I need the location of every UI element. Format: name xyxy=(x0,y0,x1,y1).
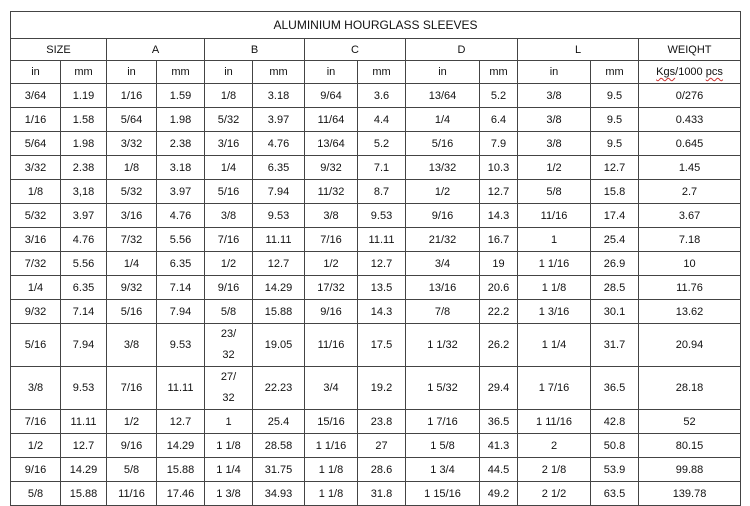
table-row xyxy=(11,132,741,156)
cell-c-mm: 14.3 xyxy=(358,300,406,324)
cell-d-in: 1 15/16 xyxy=(406,482,480,506)
cell-l-mm: 25.4 xyxy=(591,228,639,252)
weight-unit-kgs: Kgs xyxy=(656,66,676,78)
cell-c-mm: 27 xyxy=(358,434,406,458)
cell-c-in: 13/64 xyxy=(305,132,358,156)
cell-a-in: 9/16 xyxy=(107,434,157,458)
cell-b-mm: 3.97 xyxy=(253,108,305,132)
cell-size-mm: 4.76 xyxy=(61,228,107,252)
cell-size-mm: 1.98 xyxy=(61,132,107,156)
cell-b-mm: 6.35 xyxy=(253,156,305,180)
cell-b-in: 7/16 xyxy=(205,228,253,252)
cell-l-in: 1/2 xyxy=(518,156,591,180)
cell-a-in: 5/8 xyxy=(107,458,157,482)
cell-size-mm: 3.97 xyxy=(61,204,107,228)
unit-d-mm: mm xyxy=(480,61,518,84)
cell-b-in-wrapped: 27/32 xyxy=(220,371,237,404)
cell-d-in: 1 3/4 xyxy=(406,458,480,482)
unit-c-mm: mm xyxy=(358,61,406,84)
cell-a-mm: 9.53 xyxy=(157,324,205,367)
cell-weight: 28.18 xyxy=(639,367,741,410)
cell-c-in: 1/2 xyxy=(305,252,358,276)
cell-d-in: 9/16 xyxy=(406,204,480,228)
cell-c-mm: 8.7 xyxy=(358,180,406,204)
cell-b-mm: 34.93 xyxy=(253,482,305,506)
cell-d-in: 1/2 xyxy=(406,180,480,204)
cell-a-in: 3/16 xyxy=(107,204,157,228)
table-row xyxy=(11,458,741,482)
header-l: L xyxy=(518,39,639,61)
cell-l-in: 1 1/4 xyxy=(518,324,591,367)
cell-l-in: 3/8 xyxy=(518,108,591,132)
cell-l-mm: 53.9 xyxy=(591,458,639,482)
cell-c-in: 9/16 xyxy=(305,300,358,324)
cell-a-mm: 3.18 xyxy=(157,156,205,180)
cell-c-in: 3/4 xyxy=(305,367,358,410)
cell-size-in: 3/8 xyxy=(11,367,61,410)
cell-b-in xyxy=(205,324,253,367)
sleeves-table xyxy=(10,11,741,506)
cell-b-in: 3/8 xyxy=(205,204,253,228)
cell-l-mm: 9.5 xyxy=(591,84,639,108)
cell-b-mm: 4.76 xyxy=(253,132,305,156)
cell-b-in: 5/8 xyxy=(205,300,253,324)
cell-l-mm: 17.4 xyxy=(591,204,639,228)
cell-d-mm: 20.6 xyxy=(480,276,518,300)
cell-d-in: 13/64 xyxy=(406,84,480,108)
cell-weight: 2.7 xyxy=(639,180,741,204)
cell-b-mm: 3.18 xyxy=(253,84,305,108)
title-row xyxy=(11,12,741,39)
cell-l-mm: 63.5 xyxy=(591,482,639,506)
cell-a-mm: 7.94 xyxy=(157,300,205,324)
cell-c-in: 3/8 xyxy=(305,204,358,228)
cell-c-in: 9/32 xyxy=(305,156,358,180)
cell-b-in: 5/32 xyxy=(205,108,253,132)
cell-b-in: 1 1/4 xyxy=(205,458,253,482)
cell-d-mm: 49.2 xyxy=(480,482,518,506)
cell-a-in: 1/16 xyxy=(107,84,157,108)
cell-c-in: 1 1/16 xyxy=(305,434,358,458)
cell-size-mm: 14.29 xyxy=(61,458,107,482)
cell-l-mm: 9.5 xyxy=(591,108,639,132)
cell-d-mm: 26.2 xyxy=(480,324,518,367)
cell-d-mm: 16.7 xyxy=(480,228,518,252)
cell-size-mm: 5.56 xyxy=(61,252,107,276)
cell-c-in: 11/32 xyxy=(305,180,358,204)
cell-b-in: 1/2 xyxy=(205,252,253,276)
table-row xyxy=(11,410,741,434)
cell-b-mm: 19.05 xyxy=(253,324,305,367)
group-header-row xyxy=(11,39,741,61)
cell-l-in: 3/8 xyxy=(518,84,591,108)
cell-b-mm: 25.4 xyxy=(253,410,305,434)
table-row xyxy=(11,324,741,367)
cell-l-in: 5/8 xyxy=(518,180,591,204)
cell-size-in: 1/4 xyxy=(11,276,61,300)
cell-c-mm: 31.8 xyxy=(358,482,406,506)
cell-size-in: 5/8 xyxy=(11,482,61,506)
cell-d-mm: 41.3 xyxy=(480,434,518,458)
cell-weight: 7.18 xyxy=(639,228,741,252)
cell-c-mm: 4.4 xyxy=(358,108,406,132)
cell-a-mm: 15.88 xyxy=(157,458,205,482)
table-row xyxy=(11,276,741,300)
cell-a-in: 5/32 xyxy=(107,180,157,204)
cell-size-mm: 7.94 xyxy=(61,324,107,367)
cell-l-in: 3/8 xyxy=(518,132,591,156)
cell-l-mm: 30.1 xyxy=(591,300,639,324)
cell-a-in: 5/16 xyxy=(107,300,157,324)
cell-a-in: 1/2 xyxy=(107,410,157,434)
cell-b-in: 3/16 xyxy=(205,132,253,156)
cell-c-in: 1 1/8 xyxy=(305,482,358,506)
cell-weight: 10 xyxy=(639,252,741,276)
cell-d-mm: 7.9 xyxy=(480,132,518,156)
cell-c-in: 11/16 xyxy=(305,324,358,367)
cell-c-mm: 7.1 xyxy=(358,156,406,180)
cell-d-in: 1 5/32 xyxy=(406,367,480,410)
cell-a-in: 3/8 xyxy=(107,324,157,367)
cell-size-in: 5/32 xyxy=(11,204,61,228)
cell-d-mm: 29.4 xyxy=(480,367,518,410)
cell-l-in: 1 11/16 xyxy=(518,410,591,434)
cell-c-mm: 28.6 xyxy=(358,458,406,482)
cell-l-in: 1 1/8 xyxy=(518,276,591,300)
cell-a-mm: 1.98 xyxy=(157,108,205,132)
cell-b-in xyxy=(205,367,253,410)
cell-a-in: 9/32 xyxy=(107,276,157,300)
cell-l-mm: 42.8 xyxy=(591,410,639,434)
cell-a-in: 1/8 xyxy=(107,156,157,180)
cell-weight: 3.67 xyxy=(639,204,741,228)
cell-c-mm: 12.7 xyxy=(358,252,406,276)
table-row xyxy=(11,84,741,108)
cell-b-in: 1/8 xyxy=(205,84,253,108)
cell-c-mm: 3.6 xyxy=(358,84,406,108)
table-row xyxy=(11,204,741,228)
cell-b-mm: 14.29 xyxy=(253,276,305,300)
cell-a-mm: 2.38 xyxy=(157,132,205,156)
cell-size-in: 3/64 xyxy=(11,84,61,108)
cell-d-in: 1/4 xyxy=(406,108,480,132)
cell-l-mm: 26.9 xyxy=(591,252,639,276)
cell-l-in: 2 1/2 xyxy=(518,482,591,506)
cell-size-mm: 12.7 xyxy=(61,434,107,458)
table-row xyxy=(11,252,741,276)
table-row xyxy=(11,367,741,410)
table-row xyxy=(11,228,741,252)
cell-b-in: 5/16 xyxy=(205,180,253,204)
cell-a-in: 1/4 xyxy=(107,252,157,276)
cell-b-in: 1 3/8 xyxy=(205,482,253,506)
cell-b-mm: 7.94 xyxy=(253,180,305,204)
cell-c-in: 11/64 xyxy=(305,108,358,132)
cell-a-in: 7/32 xyxy=(107,228,157,252)
unit-b-mm: mm xyxy=(253,61,305,84)
cell-size-mm: 15.88 xyxy=(61,482,107,506)
cell-l-in: 11/16 xyxy=(518,204,591,228)
cell-d-mm: 19 xyxy=(480,252,518,276)
table-row xyxy=(11,180,741,204)
header-a: A xyxy=(107,39,205,61)
unit-weight xyxy=(639,61,741,84)
cell-size-mm: 7.14 xyxy=(61,300,107,324)
cell-c-mm: 19.2 xyxy=(358,367,406,410)
table-row xyxy=(11,300,741,324)
cell-l-mm: 28.5 xyxy=(591,276,639,300)
cell-d-in: 13/16 xyxy=(406,276,480,300)
cell-size-in: 9/16 xyxy=(11,458,61,482)
cell-d-mm: 5.2 xyxy=(480,84,518,108)
cell-size-in: 5/64 xyxy=(11,132,61,156)
cell-weight: 11.76 xyxy=(639,276,741,300)
cell-weight: 0.645 xyxy=(639,132,741,156)
cell-a-mm: 1.59 xyxy=(157,84,205,108)
cell-c-in: 17/32 xyxy=(305,276,358,300)
cell-d-mm: 10.3 xyxy=(480,156,518,180)
cell-b-in: 9/16 xyxy=(205,276,253,300)
cell-b-mm: 31.75 xyxy=(253,458,305,482)
cell-l-mm: 12.7 xyxy=(591,156,639,180)
cell-weight: 0.433 xyxy=(639,108,741,132)
cell-size-in: 3/16 xyxy=(11,228,61,252)
cell-size-mm: 6.35 xyxy=(61,276,107,300)
cell-a-mm: 14.29 xyxy=(157,434,205,458)
cell-size-mm: 1.19 xyxy=(61,84,107,108)
cell-c-mm: 13.5 xyxy=(358,276,406,300)
cell-d-mm: 22.2 xyxy=(480,300,518,324)
unit-size-in: in xyxy=(11,61,61,84)
cell-l-mm: 50.8 xyxy=(591,434,639,458)
cell-b-in: 1/4 xyxy=(205,156,253,180)
cell-d-in: 13/32 xyxy=(406,156,480,180)
unit-a-mm: mm xyxy=(157,61,205,84)
cell-d-in: 1 1/32 xyxy=(406,324,480,367)
cell-d-in: 21/32 xyxy=(406,228,480,252)
unit-c-in: in xyxy=(305,61,358,84)
cell-a-mm: 7.14 xyxy=(157,276,205,300)
cell-c-in: 7/16 xyxy=(305,228,358,252)
cell-l-mm: 15.8 xyxy=(591,180,639,204)
unit-size-mm: mm xyxy=(61,61,107,84)
cell-weight: 80.15 xyxy=(639,434,741,458)
cell-size-in: 3/32 xyxy=(11,156,61,180)
cell-a-mm: 5.56 xyxy=(157,228,205,252)
table-row xyxy=(11,156,741,180)
cell-b-mm: 22.23 xyxy=(253,367,305,410)
cell-weight: 1.45 xyxy=(639,156,741,180)
cell-weight: 52 xyxy=(639,410,741,434)
cell-size-mm: 11.11 xyxy=(61,410,107,434)
cell-c-mm: 23.8 xyxy=(358,410,406,434)
cell-size-mm: 2.38 xyxy=(61,156,107,180)
cell-d-in: 5/16 xyxy=(406,132,480,156)
cell-c-mm: 5.2 xyxy=(358,132,406,156)
header-b: B xyxy=(205,39,305,61)
cell-d-mm: 6.4 xyxy=(480,108,518,132)
header-size: SIZE xyxy=(11,39,107,61)
cell-size-mm: 9.53 xyxy=(61,367,107,410)
cell-l-in: 1 3/16 xyxy=(518,300,591,324)
cell-d-in: 1 5/8 xyxy=(406,434,480,458)
cell-size-in: 1/8 xyxy=(11,180,61,204)
cell-d-mm: 36.5 xyxy=(480,410,518,434)
header-c: C xyxy=(305,39,406,61)
cell-b-in: 1 xyxy=(205,410,253,434)
unit-l-in: in xyxy=(518,61,591,84)
cell-a-in: 11/16 xyxy=(107,482,157,506)
header-d: D xyxy=(406,39,518,61)
cell-size-in: 5/16 xyxy=(11,324,61,367)
cell-b-mm: 12.7 xyxy=(253,252,305,276)
cell-weight: 13.62 xyxy=(639,300,741,324)
unit-header-row xyxy=(11,61,741,84)
cell-l-mm: 31.7 xyxy=(591,324,639,367)
table-row xyxy=(11,434,741,458)
cell-weight: 20.94 xyxy=(639,324,741,367)
cell-b-in-wrapped: 23/32 xyxy=(220,328,237,361)
cell-a-mm: 4.76 xyxy=(157,204,205,228)
cell-a-in: 3/32 xyxy=(107,132,157,156)
cell-l-in: 2 1/8 xyxy=(518,458,591,482)
cell-c-in: 9/64 xyxy=(305,84,358,108)
cell-a-mm: 11.11 xyxy=(157,367,205,410)
cell-b-mm: 11.11 xyxy=(253,228,305,252)
cell-size-mm: 3,18 xyxy=(61,180,107,204)
table-row xyxy=(11,482,741,506)
table-title: ALUMINIUM HOURGLASS SLEEVES xyxy=(11,12,741,39)
unit-a-in: in xyxy=(107,61,157,84)
cell-c-mm: 11.11 xyxy=(358,228,406,252)
cell-d-mm: 44.5 xyxy=(480,458,518,482)
cell-b-in: 1 1/8 xyxy=(205,434,253,458)
cell-a-mm: 6.35 xyxy=(157,252,205,276)
header-weight: WEIQHT xyxy=(639,39,741,61)
cell-b-mm: 15.88 xyxy=(253,300,305,324)
cell-d-in: 3/4 xyxy=(406,252,480,276)
cell-weight: 99.88 xyxy=(639,458,741,482)
cell-d-in: 1 7/16 xyxy=(406,410,480,434)
cell-d-in: 7/8 xyxy=(406,300,480,324)
cell-d-mm: 14.3 xyxy=(480,204,518,228)
cell-size-in: 1/16 xyxy=(11,108,61,132)
cell-l-mm: 36.5 xyxy=(591,367,639,410)
cell-size-mm: 1.58 xyxy=(61,108,107,132)
unit-b-in: in xyxy=(205,61,253,84)
unit-d-in: in xyxy=(406,61,480,84)
cell-weight: 0/276 xyxy=(639,84,741,108)
cell-c-in: 15/16 xyxy=(305,410,358,434)
cell-c-in: 1 1/8 xyxy=(305,458,358,482)
cell-a-mm: 3.97 xyxy=(157,180,205,204)
cell-a-mm: 17.46 xyxy=(157,482,205,506)
cell-size-in: 1/2 xyxy=(11,434,61,458)
weight-unit-per-1000: /1000 xyxy=(675,66,703,78)
cell-c-mm: 17.5 xyxy=(358,324,406,367)
cell-d-mm: 12.7 xyxy=(480,180,518,204)
cell-a-in: 5/64 xyxy=(107,108,157,132)
cell-c-mm: 9.53 xyxy=(358,204,406,228)
cell-size-in: 9/32 xyxy=(11,300,61,324)
cell-l-mm: 9.5 xyxy=(591,132,639,156)
table-row xyxy=(11,108,741,132)
cell-l-in: 1 7/16 xyxy=(518,367,591,410)
cell-size-in: 7/16 xyxy=(11,410,61,434)
cell-b-mm: 9.53 xyxy=(253,204,305,228)
cell-b-mm: 28.58 xyxy=(253,434,305,458)
unit-l-mm: mm xyxy=(591,61,639,84)
cell-weight: 139.78 xyxy=(639,482,741,506)
cell-l-in: 1 1/16 xyxy=(518,252,591,276)
cell-l-in: 1 xyxy=(518,228,591,252)
cell-a-in: 7/16 xyxy=(107,367,157,410)
cell-l-in: 2 xyxy=(518,434,591,458)
cell-size-in: 7/32 xyxy=(11,252,61,276)
cell-a-mm: 12.7 xyxy=(157,410,205,434)
weight-unit-pcs: pcs xyxy=(705,66,723,78)
